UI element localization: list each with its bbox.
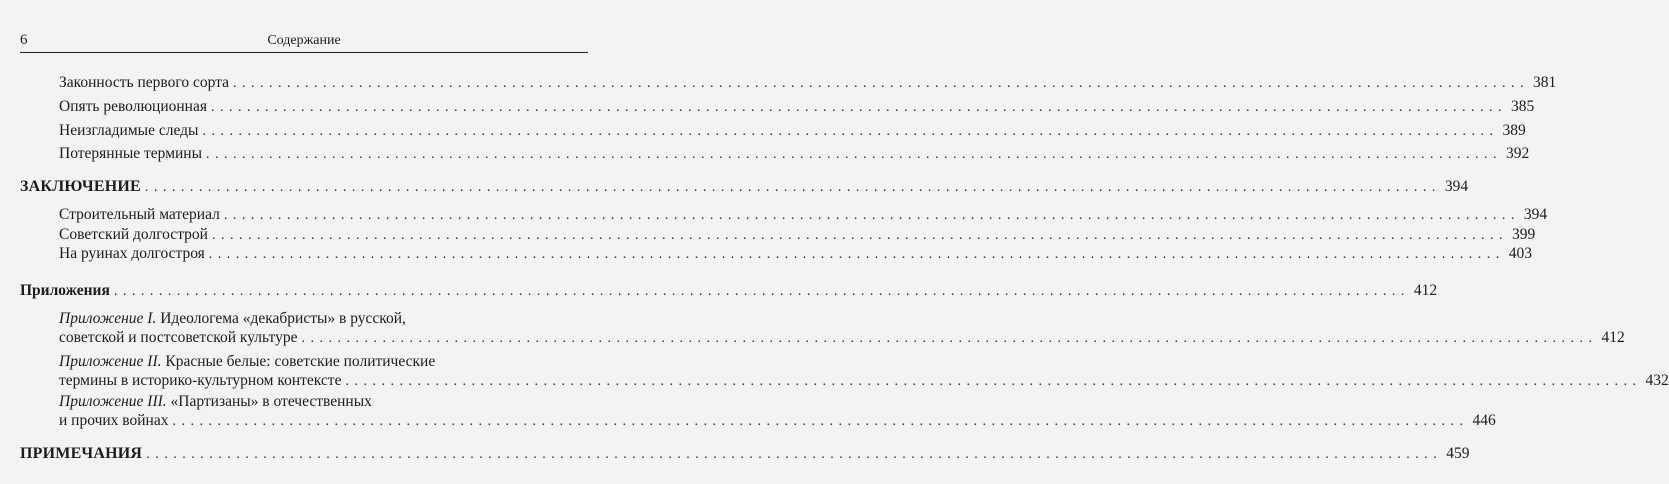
toc-entry[interactable] xyxy=(59,98,1535,117)
toc-appendix-3-line2[interactable] xyxy=(59,412,1496,431)
toc-entry-page: 412 xyxy=(1413,282,1438,299)
toc-appendix-2-line2[interactable] xyxy=(59,372,1669,391)
toc-entry-label: Законность первого сорта xyxy=(59,74,229,91)
toc-entry-page: 446 xyxy=(1472,412,1496,429)
appendix-title-line1: Красные белые: советские политические xyxy=(161,353,436,370)
toc-leader-dots: ................................................................................................................................................ xyxy=(113,284,1410,299)
appendix-title-line2: термины в историко-культурном контексте xyxy=(59,372,342,389)
toc-leader-dots: ................................................................................................................................................ xyxy=(211,228,1508,243)
appendix-title-line1: Идеологема «декабристы» в русской, xyxy=(156,310,406,327)
toc-entry-page: 392 xyxy=(1506,145,1530,162)
toc-section-appendices[interactable] xyxy=(20,282,1438,301)
appendix-prefix: Приложение I. xyxy=(59,310,157,327)
page-header xyxy=(20,30,588,53)
toc-entry-page: 381 xyxy=(1532,74,1557,91)
toc-entry-label: На руинах долгостроя xyxy=(59,245,205,262)
toc-entry-label: Опять революционная xyxy=(59,98,207,115)
toc-leader-dots: ................................................................................................................................................ xyxy=(146,447,1443,462)
toc-leader-dots: ................................................................................................................................................ xyxy=(206,147,1503,162)
toc-entry-page: 432 xyxy=(1645,372,1669,389)
toc-entry-label: Строительный материал xyxy=(59,206,220,223)
toc-entry[interactable] xyxy=(59,245,1533,264)
toc-entry-label: Советский долгострой xyxy=(59,226,208,243)
toc-entry-page: 412 xyxy=(1601,329,1625,346)
toc-section-label: ПРИМЕЧАНИЯ xyxy=(20,445,143,462)
toc-entry-page: 399 xyxy=(1511,226,1536,243)
toc-leader-dots: ................................................................................................................................................ xyxy=(345,374,1642,389)
toc-leader-dots: ................................................................................................................................................ xyxy=(202,124,1499,139)
appendix-title-line2: и прочих войнах xyxy=(59,412,169,429)
appendix-prefix: Приложение III. xyxy=(59,393,167,410)
toc-section-label: ЗАКЛЮЧЕНИЕ xyxy=(20,178,141,195)
toc-entry-page: 403 xyxy=(1508,245,1533,262)
page-number: 6 xyxy=(20,32,28,48)
toc-entry-label: Потерянные термины xyxy=(59,145,203,162)
toc-entry-page: 459 xyxy=(1446,445,1470,462)
toc-entry-page: 394 xyxy=(1523,206,1548,223)
toc-leader-dots: ................................................................................................................................................ xyxy=(210,100,1507,115)
toc-entry[interactable] xyxy=(59,122,1526,141)
toc-section-label: Приложения xyxy=(20,282,110,299)
toc-section-conclusion[interactable] xyxy=(20,178,1469,197)
toc-appendix-2-line1[interactable] xyxy=(59,353,435,371)
toc-entry-page: 389 xyxy=(1502,122,1526,139)
toc-leader-dots: ................................................................................................................................................ xyxy=(208,247,1505,262)
toc-appendix-3-line1[interactable] xyxy=(59,393,372,411)
toc-section-notes[interactable] xyxy=(20,445,1470,464)
toc-entry-label: Неизгладимые следы xyxy=(59,122,199,139)
toc-entry[interactable] xyxy=(59,74,1557,93)
running-title: Содержание xyxy=(267,33,341,48)
toc-leader-dots: ................................................................................................................................................ xyxy=(144,180,1441,195)
toc-entry[interactable] xyxy=(59,226,1536,245)
toc-leader-dots: ................................................................................................................................................ xyxy=(172,414,1469,429)
toc-leader-dots: ................................................................................................................................................ xyxy=(223,208,1520,223)
appendix-title-line1: «Партизаны» в отечественных xyxy=(166,393,372,410)
toc-appendix-1-line1[interactable] xyxy=(59,310,406,328)
toc-entry[interactable] xyxy=(59,145,1530,164)
toc-entry[interactable] xyxy=(59,206,1548,225)
toc-appendix-1-line2[interactable] xyxy=(59,329,1625,348)
appendix-title-line2: советской и постсоветской культуре xyxy=(59,329,298,346)
toc-leader-dots: ................................................................................................................................................ xyxy=(232,76,1529,91)
appendix-prefix: Приложение II. xyxy=(59,353,162,370)
toc-entry-page: 385 xyxy=(1510,98,1535,115)
toc-leader-dots: ................................................................................................................................................ xyxy=(301,331,1598,346)
toc-entry-page: 394 xyxy=(1444,178,1469,195)
